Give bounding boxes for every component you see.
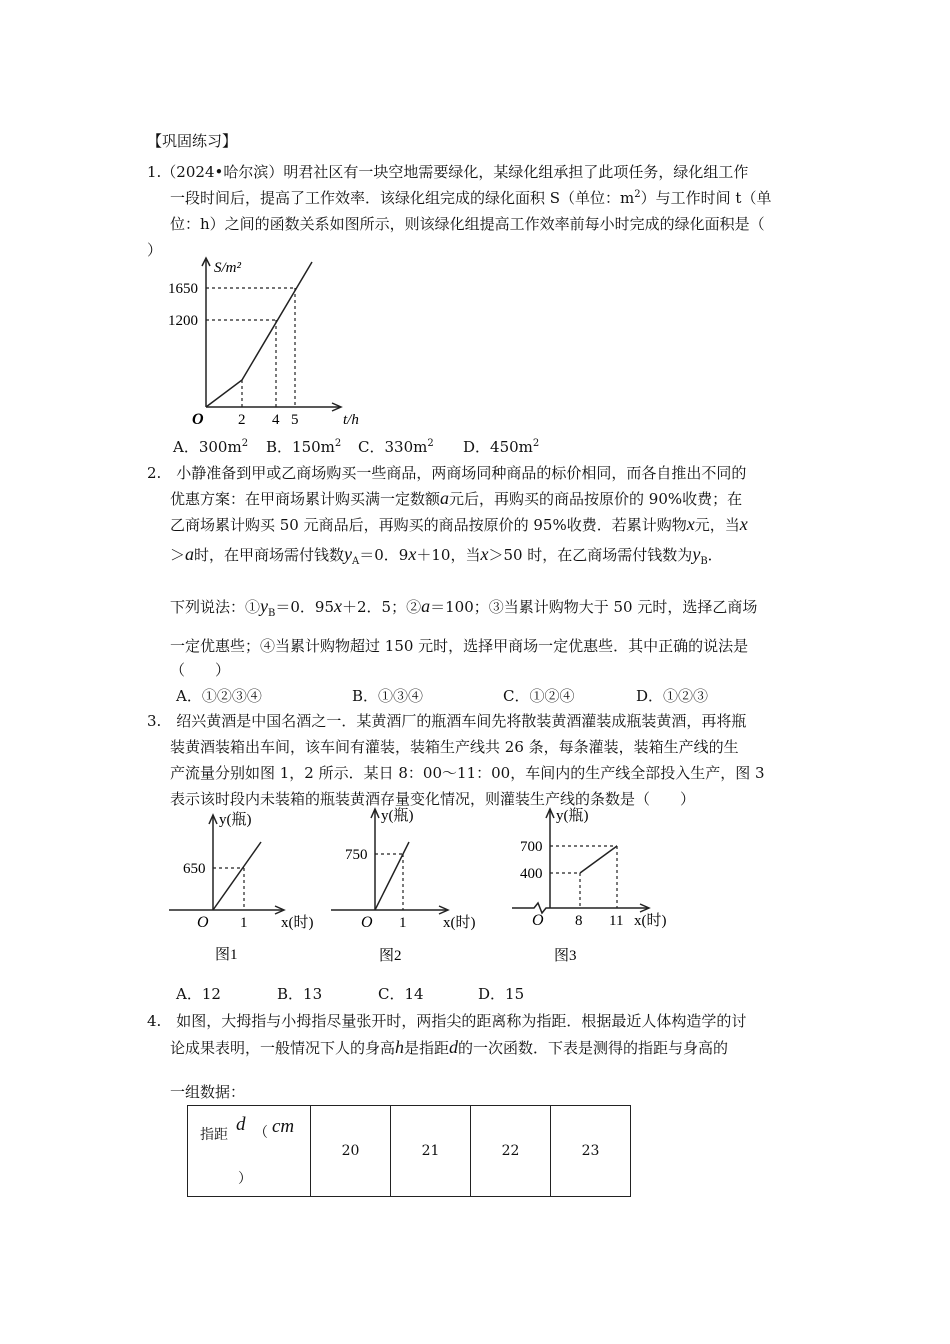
q1-option-d: D．$450m^2$ (463, 438, 540, 456)
q1-line-4: ） (147, 241, 163, 259)
q4-line-3: 一组数据： (170, 1083, 246, 1101)
q3-option-d: D．15 (478, 985, 525, 1003)
q2-option-c: C．①②④ (503, 687, 575, 705)
q3-fig1-y-label: y(瓶) (219, 812, 252, 828)
q2-option-b: B．①③④ (352, 687, 424, 705)
q3-fig3-y-tick-400: 400 (520, 866, 543, 882)
q3-fig3-x-tick-11: 11 (609, 913, 624, 929)
q1-graph-line (206, 262, 312, 407)
q2-option-d: D．①②③ (636, 687, 709, 705)
q2-line-5: 下列说法：$①y_B=0$．95x＋2．5；②a＝100；③当累计购物大于 50 元时，选择乙商场 (170, 596, 758, 619)
q3-fig3-line (580, 846, 617, 873)
q3-fig2-y-tick: 750 (345, 847, 368, 863)
q3-fig1-origin: O (197, 914, 209, 931)
q3-fig2-y-label: y(瓶) (381, 808, 414, 824)
q3-fig1-line (213, 842, 261, 910)
q4-line-1: 4. 如图，大拇指与小拇指尽量张开时，两指尖的距离称为指距．根据最近人体构造学的讨 (147, 1012, 747, 1030)
q2-line-7: （ ） (170, 661, 231, 679)
table-head-paren-close: ） (238, 1171, 252, 1187)
q3-fig3-y-tick-700: 700 (520, 839, 543, 855)
q3-option-b: B．13 (277, 985, 323, 1003)
q3-line-4: 表示该时段内未装箱的瓶装黄酒存量变化情况，则灌装生产线的条数是（ ） (170, 790, 696, 808)
q3-fig1-x-tick: 1 (240, 915, 248, 931)
q2-option-a: A．①②③④ (176, 687, 262, 705)
q2-line-2: 优惠方案：在甲商场累计购买满一定数额a元后，再购买的商品按原价的 90%收费；在 (170, 488, 743, 508)
table-cell: 22 (471, 1106, 551, 1197)
q3-fig2-caption: 图2 (379, 948, 402, 964)
q1-y-tick-1200: 1200 (168, 313, 198, 329)
q1-y-tick-1650: 1650 (168, 281, 198, 297)
q3-fig2-line (375, 842, 409, 910)
q2-line-6: 一定优惠些；④当累计购物超过 150 元时，选择甲商场一定优惠些．其中正确的说法是 (170, 637, 749, 655)
q3-fig1-caption: 图1 (215, 947, 238, 963)
q1-line-1: 1.（2024•哈尔滨）明君社区有一块空地需要绿化，某绿化组承担了此项任务，绿化组工作 (147, 163, 749, 181)
q1-graph (160, 252, 370, 430)
q1-option-c: C．$330m^2$ (358, 438, 434, 456)
q3-fig3-origin: O (532, 912, 544, 929)
q3-fig2-origin: O (361, 914, 373, 931)
table-head-unit: cm (272, 1116, 295, 1137)
q2-line-3: 乙商场累计购买 50 元商品后，再购买的商品按原价的 95%收费．若累计购物x元，当x (170, 514, 748, 534)
q3-option-c: C．14 (378, 985, 424, 1003)
q1-x-tick-2: 2 (238, 412, 246, 428)
table-cell: 20 (311, 1106, 391, 1197)
q2-line-4: ＞a时，在甲商场需付钱数$y_A=0$．9x＋10，当x＞50 时，在乙商场需付钱数为$y_B$． (170, 544, 723, 567)
table-row (188, 1106, 631, 1197)
q1-x-tick-5: 5 (291, 412, 299, 428)
q1-line-2: 一段时间后，提高了工作效率．该绿化组完成的绿化面积 S（单位：$m^2$）与工作时间 t（单 (170, 189, 772, 207)
q3-fig3-caption: 图3 (554, 948, 577, 964)
q3-line-2: 装黄酒装箱出车间，该车间有灌装，装箱生产线共 26 条，每条灌装，装箱生产线的生 (170, 738, 739, 756)
q3-line-1: 3. 绍兴黄酒是中国名酒之一．某黄酒厂的瓶酒车间先将散装黄酒灌装成瓶装黄酒，再将瓶 (147, 712, 747, 730)
q3-figure-2 (327, 800, 492, 976)
finger-span-table (187, 1105, 631, 1197)
q3-figure-1 (165, 806, 325, 976)
table-cell: 23 (551, 1106, 631, 1197)
table-header-cell (188, 1106, 311, 1197)
q1-x-tick-4: 4 (272, 412, 280, 428)
q3-fig3-x-tick-8: 8 (575, 913, 583, 929)
q1-origin: O (192, 411, 204, 428)
q3-fig3-y-label: y(瓶) (556, 808, 589, 824)
q3-option-a: A．12 (176, 985, 221, 1003)
q1-line-3: 位：h）之间的函数关系如图所示，则该绿化组提高工作效率前每小时完成的绿化面积是（ (170, 215, 765, 233)
q3-fig2-x-tick: 1 (399, 915, 407, 931)
q1-y-label: S/m² (214, 260, 241, 276)
section-title: 【巩固练习】 (147, 132, 238, 150)
table-cell: 21 (391, 1106, 471, 1197)
table-head-label: 指距 (200, 1127, 228, 1143)
q3-fig2-x-label: x(时) (443, 915, 476, 931)
q1-option-b: B．$150m^2$ (266, 438, 342, 456)
q3-line-3: 产流量分别如图 1，2 所示．某日 8：00～11：00，车间内的生产线全部投入生产，图 3 (170, 764, 765, 782)
q4-line-2: 论成果表明，一般情况下人的身高h是指距d的一次函数．下表是测得的指距与身高的 (170, 1037, 729, 1057)
q3-fig1-x-label: x(时) (281, 915, 314, 931)
table-head-paren-open: （ (254, 1125, 268, 1141)
q1-option-a: A．$300m^2$ (173, 438, 249, 456)
q1-x-label: t/h (343, 412, 359, 428)
table-head-var: d (236, 1114, 246, 1135)
q3-fig3-x-label: x(时) (634, 913, 667, 929)
q2-line-1: 2. 小静准备到甲或乙商场购买一些商品，两商场同种商品的标价相同，而各自推出不同的 (147, 464, 747, 482)
q3-fig1-y-tick: 650 (183, 861, 206, 877)
q3-figure-3 (508, 800, 680, 976)
